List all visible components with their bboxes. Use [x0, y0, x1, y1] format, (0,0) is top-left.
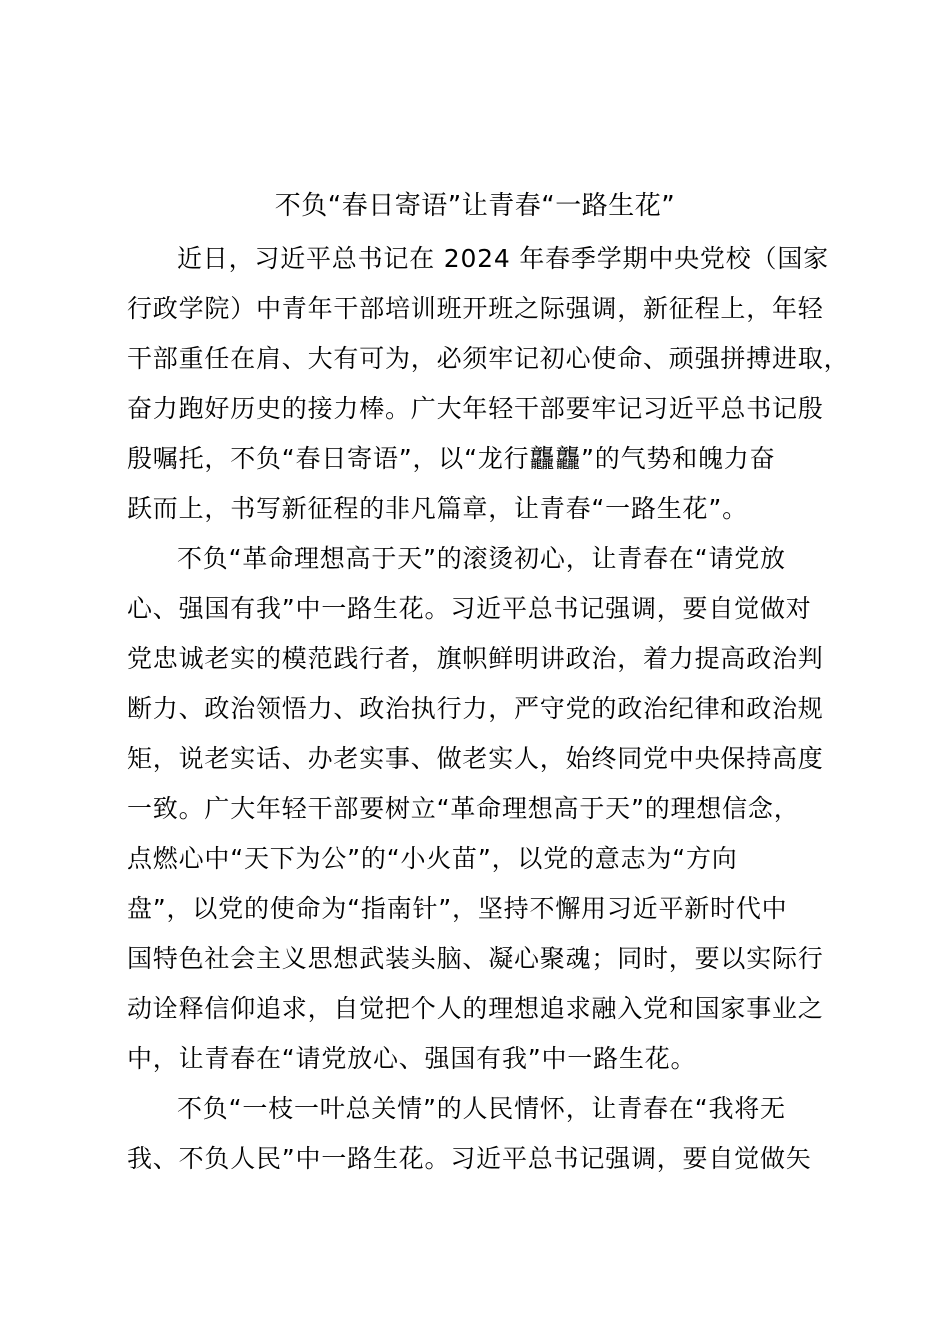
text-line: 殷嘱托，不负“春日寄语”，以“龙行龘龘”的气势和魄力奋 [127, 444, 776, 473]
text-line: 断力、政治领悟力、政治执行力，严守党的政治纪律和政治规 [127, 694, 824, 723]
text-line: 一致。广大年轻干部要树立“革命理想高于天”的理想信念， [127, 794, 800, 823]
text-line: 盘”，以党的使命为“指南针”，坚持不懈用习近平新时代中 [127, 894, 788, 923]
document-body [127, 234, 850, 1184]
text-line: 心、强国有我”中一路生花。习近平总书记强调，要自觉做对 [127, 594, 812, 623]
text-line: 中，让青春在“请党放心、强国有我”中一路生花。 [127, 1044, 697, 1073]
text-line: 不负“一枝一叶总关情”的人民情怀，让青春在“我将无 [177, 1094, 786, 1123]
text-line: 我、不负人民”中一路生花。习近平总书记强调，要自觉做矢 [127, 1144, 812, 1173]
paragraph-2 [127, 534, 847, 1084]
text-line: 奋力跑好历史的接力棒。广大年轻干部要牢记习近平总书记殷 [127, 394, 824, 423]
text-line: 近日，习近平总书记在 2024 年春季学期中央党校（国家 [177, 244, 829, 273]
text-line: 国特色社会主义思想武装头脑、凝心聚魂；同时，要以实际行 [127, 944, 824, 973]
text-line: 行政学院）中青年干部培训班开班之际强调，新征程上，年轻 [127, 294, 824, 323]
text-line: 党忠诚老实的模范践行者，旗帜鲜明讲政治，着力提高政治判 [127, 644, 824, 673]
paragraph-1 [127, 234, 850, 534]
text-line: 动诠释信仰追求，自觉把个人的理想追求融入党和国家事业之 [127, 994, 824, 1023]
paragraph-3 [127, 1084, 847, 1184]
text-line: 不负“革命理想高于天”的滚烫初心，让青春在“请党放 [177, 544, 786, 573]
document-title: 不负“春日寄语”让青春“一路生花” [274, 191, 676, 221]
text-line: 跃而上，书写新征程的非凡篇章，让青春“一路生花”。 [127, 494, 748, 523]
text-line: 矩，说老实话、办老实事、做老实人，始终同党中央保持高度 [127, 744, 824, 773]
text-line: 干部重任在肩、大有可为，必须牢记初心使命、顽强拼搏进取， [127, 344, 850, 373]
text-line: 点燃心中“天下为公”的“小火苗”，以党的意志为“方向 [127, 844, 738, 873]
